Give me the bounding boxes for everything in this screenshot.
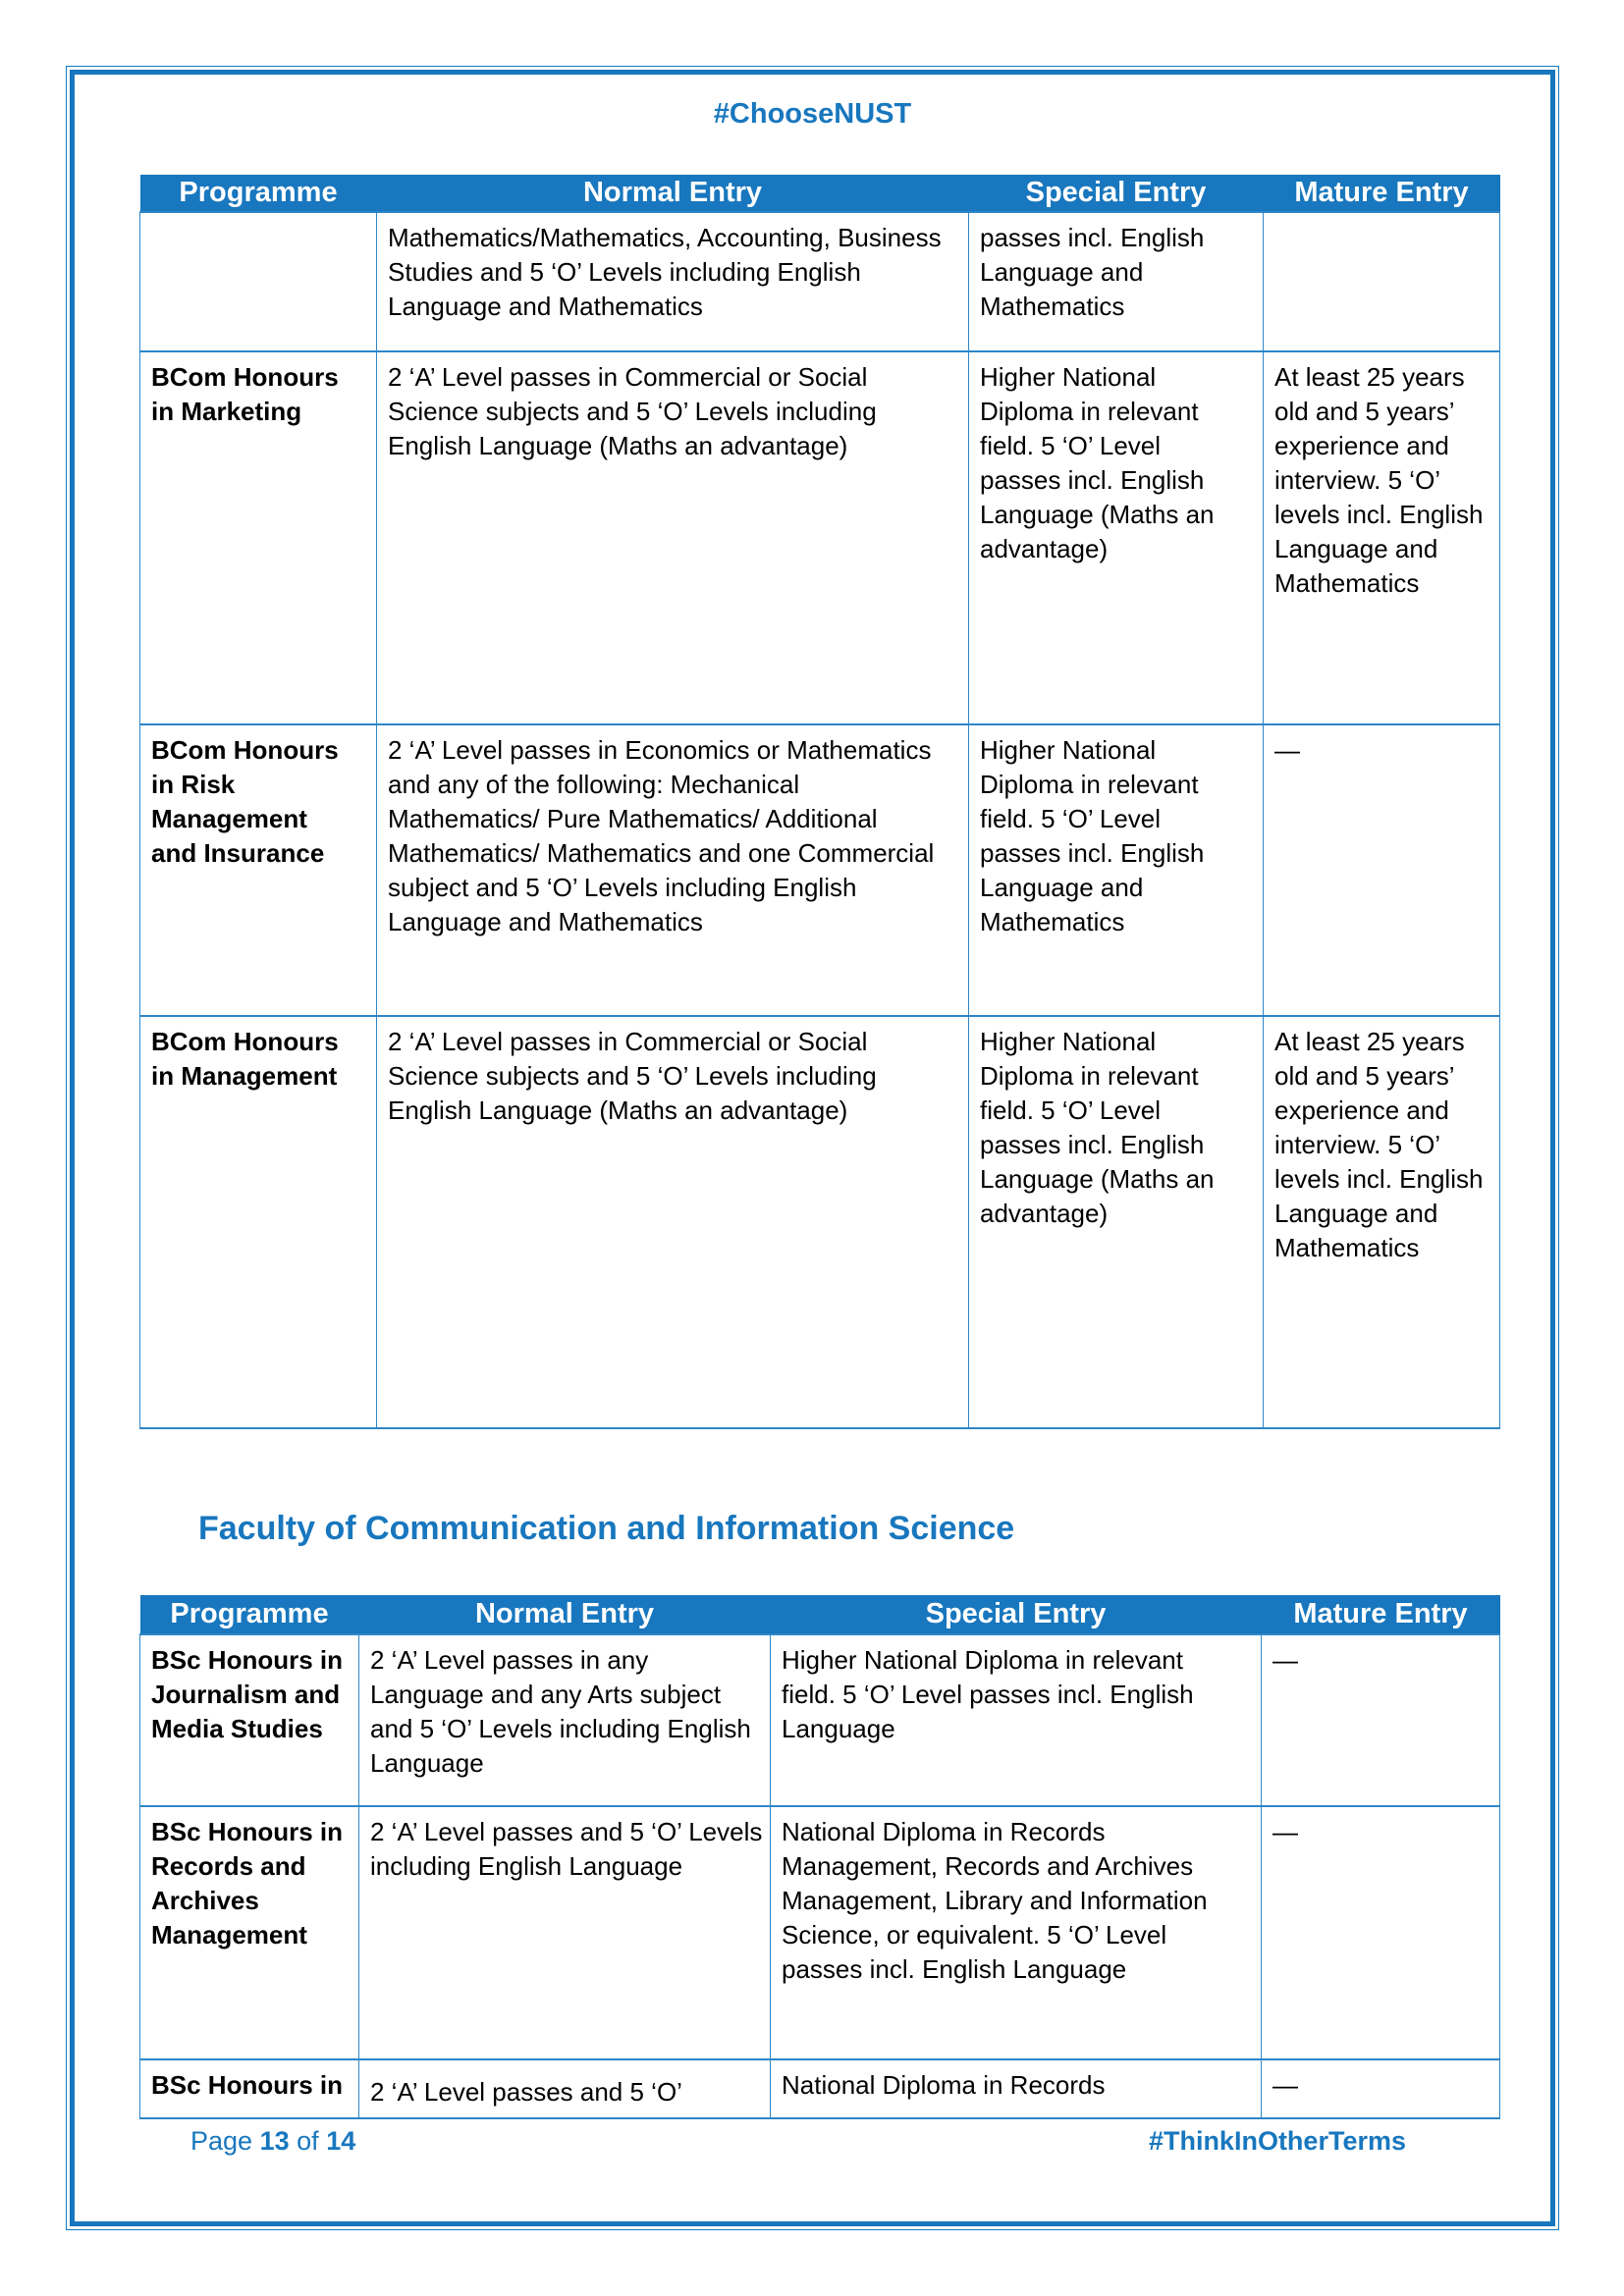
of-word: of [297, 2126, 319, 2156]
table-row [140, 1806, 1500, 2059]
cell-programme: BCom Honours in Marketing [140, 351, 377, 724]
cell-mature-entry: — [1264, 724, 1500, 1016]
table-row [140, 724, 1500, 1016]
column-header-mature-entry: Mature Entry [1264, 175, 1500, 212]
table-header-row [140, 175, 1500, 212]
cell-mature-entry: — [1262, 1806, 1500, 2059]
column-header-normal-entry: Normal Entry [377, 175, 969, 212]
cell-special-entry: Higher National Diploma in relevant field. 5 ‘O’ Level passes incl. English Language and Mathematics [969, 724, 1264, 1016]
cell-special-entry: Higher National Diploma in relevant field. 5 ‘O’ Level passes incl. English Language (Maths an advantage) [969, 351, 1264, 724]
cell-mature-entry [1264, 212, 1500, 351]
page-number [190, 2126, 355, 2157]
page-total: 14 [326, 2126, 356, 2156]
cell-normal-entry: Mathematics/Mathematics, Accounting, Business Studies and 5 ‘O’ Levels including English Language and Mathematics [377, 212, 969, 351]
table-row [140, 351, 1500, 724]
table-header-row [140, 1595, 1500, 1634]
cell-programme: BSc Honours in Journalism and Media Studies [140, 1634, 359, 1806]
cell-mature-entry: At least 25 years old and 5 years’ experience and interview. 5 ‘O’ levels incl. English Language and Mathematics [1264, 351, 1500, 724]
column-header-normal-entry: Normal Entry [359, 1595, 771, 1634]
cell-special-entry: National Diploma in Records Management, Records and Archives Management, Library and Information Science, or equivalent. 5 ‘O’ Level passes incl. English Language [771, 1806, 1262, 2059]
section-heading: Faculty of Communication and Information Science [198, 1510, 1015, 1547]
table-row [140, 212, 1500, 351]
cell-mature-entry: At least 25 years old and 5 years’ experience and interview. 5 ‘O’ levels incl. English Language and Mathematics [1264, 1016, 1500, 1428]
cell-programme: BCom Honours in Risk Management and Insurance [140, 724, 377, 1016]
cell-special-entry: Higher National Diploma in relevant field. 5 ‘O’ Level passes incl. English Language (Maths an advantage) [969, 1016, 1264, 1428]
cell-normal-entry: 2 ‘A’ Level passes in Economics or Mathematics and any of the following: Mechanical Mathematics/ Pure Mathematics/ Additional Mathematics/ Mathematics and one Commercial subject and 5 ‘O’ Levels including English Language and Mathematics [377, 724, 969, 1016]
column-header-programme: Programme [140, 1595, 359, 1634]
communication-programmes-table [139, 1595, 1500, 2119]
page-border-inner [70, 70, 1555, 2226]
cell-normal-entry: 2 ‘A’ Level passes in any Language and any Arts subject and 5 ‘O’ Levels including English Language [359, 1634, 771, 1806]
cell-mature-entry: — [1262, 2059, 1500, 2118]
cell-special-entry: Higher National Diploma in relevant field. 5 ‘O’ Level passes incl. English Language [771, 1634, 1262, 1806]
page-word: Page [190, 2126, 253, 2156]
column-header-special-entry: Special Entry [969, 175, 1264, 212]
business-programmes-table [139, 175, 1500, 1429]
cell-programme: BSc Honours in [140, 2059, 359, 2118]
cell-normal-entry: 2 ‘A’ Level passes in Commercial or Social Science subjects and 5 ‘O’ Levels including English Language (Maths an advantage) [377, 1016, 969, 1428]
footer-hashtag: #ThinkInOtherTerms [1148, 2126, 1406, 2156]
doc-header-hashtag: #ChooseNUST [713, 98, 912, 130]
cell-programme: BCom Honours in Management [140, 1016, 377, 1428]
cell-programme: BSc Honours in Records and Archives Management [140, 1806, 359, 2059]
cell-normal-entry: 2 ‘A’ Level passes and 5 ‘O’ [359, 2059, 771, 2118]
table-row [140, 2059, 1500, 2118]
cell-mature-entry: — [1262, 1634, 1500, 1806]
cell-special-entry: National Diploma in Records [771, 2059, 1262, 2118]
cell-normal-entry: 2 ‘A’ Level passes and 5 ‘O’ Levels including English Language [359, 1806, 771, 2059]
page-footer [139, 2126, 1499, 2157]
column-header-special-entry: Special Entry [771, 1595, 1262, 1634]
cell-programme [140, 212, 377, 351]
column-header-mature-entry: Mature Entry [1262, 1595, 1500, 1634]
cell-special-entry: passes incl. English Language and Mathematics [969, 212, 1264, 351]
table-row [140, 1634, 1500, 1806]
page-border-frame [66, 66, 1559, 2230]
cell-normal-entry: 2 ‘A’ Level passes in Commercial or Social Science subjects and 5 ‘O’ Levels including English Language (Maths an advantage) [377, 351, 969, 724]
table-row [140, 1016, 1500, 1428]
page-current: 13 [259, 2126, 290, 2156]
column-header-programme: Programme [140, 175, 377, 212]
